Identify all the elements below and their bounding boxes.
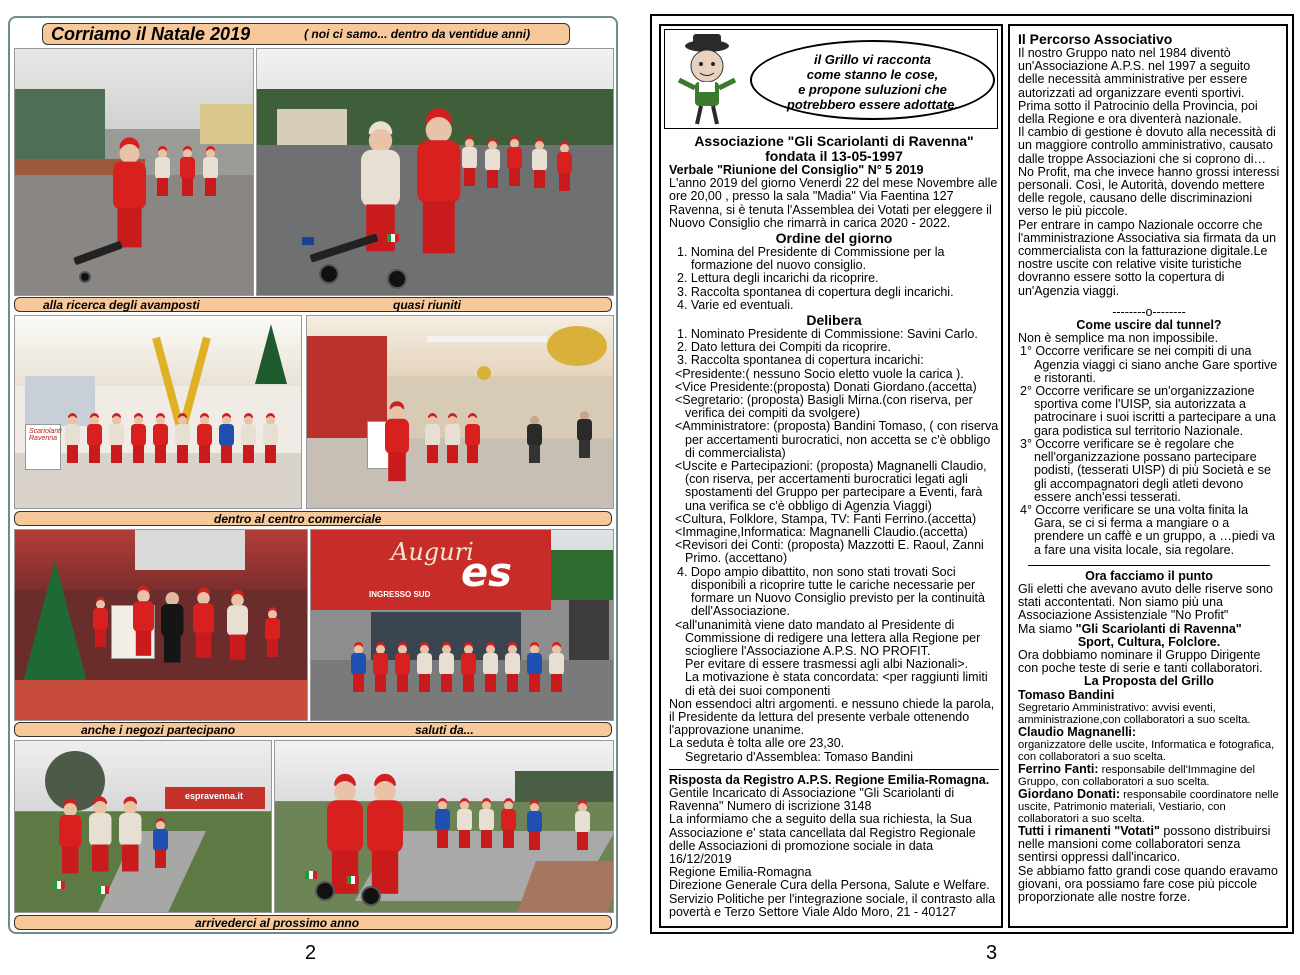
tunnel-title: Come uscire dal tunnel? <box>1076 318 1222 333</box>
proposta-name: Giordano Donati: <box>1018 786 1121 801</box>
delibera-item: 1. Nominato Presidente di Commissione: Savini Carlo. <box>677 327 978 342</box>
votati-desc: possono distribuirsi nelle mansioni come collaboratori senza sentirsi oppressi dall'incarico. <box>1018 823 1271 865</box>
verbale-intro: L'anno 2019 del giorno Venerdi 22 del mese Novembre alle ore 20,00 , presso la sala "Madia" Via Faentina 127 Ravenna, si è tenuta l'Assemblea dei Votati per eleggere il Nuovo Consiglio che rimarrà in carica 2020 - 2022. <box>669 176 998 230</box>
closing-text: Non essendoci altri argomenti. e nessuno chiede la parola, il Presidente da lettura del presente verbale ottenendo l'approvazione unanime. <box>669 696 995 738</box>
proposta-desc: responsabile dell'Immagine del Gruppo, con collaboratori a suo scelta. <box>1018 763 1255 788</box>
caption-bar-row2 <box>14 511 612 526</box>
speech-line-4: potrebbero essere adottate. <box>786 97 959 112</box>
caption-avamposti: alla ricerca degli avamposti <box>43 298 200 312</box>
divider <box>1028 565 1270 566</box>
registro-body-4: Direzione Generale Cura della Persona, Salute e Welfare. Servizio Politiche per l'integrazione sociale, il contrasto alla povertà e Terzo Settore Viale Aldo Moro, 21 - 40127 <box>669 878 996 919</box>
tunnel-item: 4° Occorre verificare se una volta finita la Gara, se ci si ferma a mangiare o a prendere un caffè e un gruppo, a …piedi va a fare una visita locale, sia regolare. <box>1020 502 1275 557</box>
proposta-name: Ferrino Fanti: <box>1018 761 1099 776</box>
caption-quasi-riuniti: quasi riuniti <box>393 298 462 312</box>
proposta-name: Claudio Magnanelli: <box>1018 724 1137 739</box>
tunnel-item: 2° Occorre verificare se un'organizzazione sportiva come l'UISP, sia autorizzata a patrocinare i suoi iscritti a partecipare a una gara podistica sul territorio Nazionale. <box>1020 384 1276 438</box>
verbale-section <box>669 134 999 919</box>
odg-title: Ordine del giorno <box>775 230 893 247</box>
photo-banner-auguri: Auguri <box>391 538 474 566</box>
delibera-item: 3. Raccolta spontanea di copertura incarichi: <box>677 353 924 368</box>
registro-body: Gentile Incaricato di Associazione "Gli Scariolanti di Ravenna" Numero di iscrizione 3148 <box>669 785 955 814</box>
collage-title-banner <box>42 23 570 45</box>
speech-line-3: e propone suluzioni che <box>798 82 947 97</box>
registro-body-2: La informiamo che a seguito della sua richiesta, la Sua Associazione e' stata cancellata dal Registro Regionale delle Associazioni di promozione sociale in data 16/12/2019 <box>669 812 976 866</box>
caption-bar-row3 <box>14 722 612 737</box>
collage-subtitle: ( noi ci samo... dentro da ventidue anni) <box>304 27 531 41</box>
delibera-motivation: La motivazione è stata concordata: <per raggiunti limiti di età dei suoi componenti <box>685 670 988 698</box>
delibera-mandate: <all'unanimità viene dato mandato al Presidente di Commissione di redigere una lettera alla Regione per sciogliere l'Associazione A.P.S. NO PROFIT. <box>675 617 981 658</box>
punto-motto: Sport, Cultura, Folclore. <box>1077 634 1221 649</box>
final-text: Se abbiamo fatto grandi cose quando eravamo giovani, ora possiamo fare cose più piccole proporzionate alle nostre forze. <box>1018 863 1278 904</box>
poster-scariolanti: Scariolanti Ravenna <box>25 424 61 470</box>
delibera-item-4: 4. Dopo ampio dibattito, non sono stati trovati Soci disponibili a ricoprire tutte le cariche necessarie per formare un Nuovo Consiglio previsto per la continuità dell'Associazione. <box>677 564 985 619</box>
punto-body: Gli eletti che avevano avuto delle riserve sono stati accontentati. Non siamo più una Associazione Assistenziale "No Profit" <box>1018 581 1274 623</box>
org-founded: fondata il 13-05-1997 <box>765 148 903 164</box>
photo-entrance-label: INGRESSO SUD <box>369 590 431 599</box>
proposta-title: La Proposta del Grillo <box>1084 674 1214 689</box>
page-number-right: 3 <box>986 942 998 964</box>
delibera-note: Per evitare di essere trasmessi agli albi Nazionali>. <box>685 657 969 672</box>
speech-line-1: il Grillo vi racconta <box>813 52 932 67</box>
photo-logo-es: es <box>461 550 512 596</box>
tunnel-item: 3° Occorre verificare se è regolare che nell'organizzazione possano partecipare podisti, (tesserati UISP) di più Società e se gli accompagnatori degli atleti devono essere anch'essi tesserati. <box>1020 436 1271 504</box>
speech-line-2: come stanno le cose, <box>806 67 939 82</box>
page-number-left: 2 <box>305 942 317 964</box>
punto-body-2: Ora dobbiamo nominare il Gruppo Dirigente con poche teste di serie e tanti collaboratori. <box>1018 647 1263 676</box>
photo-mall-interior-2 <box>306 315 614 509</box>
proposta-name: Tomaso Bandini <box>1018 687 1115 702</box>
caption-negozi: anche i negozi partecipano <box>81 723 236 737</box>
percorso-body: Il nostro Gruppo nato nel 1984 diventò un'Associazione A.P.S. nel 1997 a seguito delle necessità amministrative per essere autorizzati ad organizzare eventi sportivi. Prima sotto il Patrocinio della Provincia, poi della Regione e ora diventerà nazionale. <box>1018 46 1258 127</box>
delibera-role: <Presidente:( nessuno Socio eletto vuole la carica ). <box>675 366 964 381</box>
right-page-newsletter <box>650 14 1294 934</box>
photo-park-path <box>14 740 272 913</box>
photo-mall-interior-1 <box>14 315 302 509</box>
photo-city-path <box>274 740 614 913</box>
percorso-body-3: Per entrare in campo Nazionale occorre che l'amministrazione Associativa sia firmata da un commercialista con la fatturazione digitale.Le nostre uscite con relative visite turistiche dovranno essere sotto la copertura di un'Agenzia viaggi. <box>1018 217 1277 298</box>
delibera-title: Delibera <box>806 312 862 329</box>
registro-title: Risposta da Registro A.P.S. Regione Emilia-Romagna. <box>669 772 990 787</box>
photo-website: espravenna.it <box>185 791 244 801</box>
proposta-desc: responsabile coordinatore nelle uscite, Patrimonio materiali, Vestiario, con collaboratori a suo scelta. <box>1018 788 1279 825</box>
caption-bar-row1 <box>14 297 612 312</box>
cricket-header-box <box>664 29 998 129</box>
delibera-item: 2. Dato lettura dei Compiti da ricoprire. <box>677 340 891 355</box>
left-page-photo-collage <box>8 16 618 934</box>
percorso-body-2: Il cambio di gestione è dovuto alla necessità di un maggiore controllo amministrativo, causato dalle troppe Associazioni che si coprono di…No Profit, ma che invece hanno grossi interessi personali. Così, le Autorità, dovendo mettere delle regole, causano delle discriminazioni verso le più piccole. <box>1018 125 1280 219</box>
tunnel-item: 1° Occorre verificare se nei compiti di una Agenzia viaggi ci siano anche Gare sportive e ristoranti. <box>1020 344 1278 385</box>
delibera-role: <Uscite e Partecipazioni: (proposta) Magnanelli Claudio, (con riserva, per accertamenti burocratici legati agli spostamenti del Gruppo per partecipare a Eventi, farà una verifica se c'è obbligo di Agenzia Viaggi) <box>675 459 987 513</box>
closing-time: La seduta è tolta alle ore 23,30. <box>669 736 845 751</box>
verbale-title: Verbale "Riunione del Consiglio" N° 5 2019 <box>669 163 924 177</box>
punto-name: "Gli Scariolanti di Ravenna" <box>1075 621 1242 636</box>
delibera-role: <Vice Presidente:(proposta) Donati Giordano.(accetta) <box>675 379 977 394</box>
proposta-entry <box>1018 788 1280 825</box>
delibera-role: <Revisori dei Conti: (proposta) Mazzotti E. Raoul, Zanni Primo. (accettano) <box>675 538 984 566</box>
photo-walkers-road <box>256 48 614 296</box>
proposta-entry <box>1018 763 1280 788</box>
cricket-speech-bubble <box>750 40 995 120</box>
delibera-role: <Amministratore: (proposta) Bandini Tomaso, ( con riserva per accertamenti burocratici, non accetta se c'è obbligo di commercialista) <box>675 419 999 460</box>
odg-item: 1. Nomina del Presidente di Commissione per la formazione del nuovo consiglio. <box>677 245 945 273</box>
registro-body-3: Regione Emilia-Romagna <box>669 865 812 880</box>
caption-saluti: saluti da... <box>415 723 474 737</box>
odg-item: 3. Raccolta spontanea di copertura degli incarichi. <box>677 284 954 299</box>
odg-item: 2. Lettura degli incarichi da ricoprire. <box>677 271 879 286</box>
photo-esp-entrance <box>310 529 614 721</box>
org-title: Associazione "Gli Scariolanti di Ravenna" <box>694 133 974 149</box>
proposta-desc: Segretario Amministrativo: avvisi eventi, amministrazione,con collaboratori a suo scelta. <box>1018 701 1251 726</box>
left-column <box>659 24 1003 928</box>
caption-bar-row4 <box>14 915 612 930</box>
photo-walkers-sidewalk <box>14 48 254 296</box>
odg-item: 4. Varie ed eventuali. <box>677 297 794 312</box>
delibera-role: <Segretario: (proposta) Basigli Mirna.(con riserva, per verifica dei compiti da svolgere) <box>675 393 973 421</box>
punto-name-line <box>1018 623 1280 636</box>
right-column <box>1008 24 1288 928</box>
votati-name: Tutti i rimanenti "Votati" <box>1018 823 1160 838</box>
delibera-role: <Cultura, Folklore, Stampa, TV: Fanti Ferrino.(accetta) <box>675 511 977 526</box>
punto-ma: Ma siamo <box>1018 621 1076 636</box>
delibera-role: <Immagine,Informatica: Magnanelli Claudio.(accetta) <box>675 525 968 540</box>
divider <box>669 769 999 770</box>
separator: --------o-------- <box>1112 304 1186 319</box>
votati-entry <box>1018 825 1280 865</box>
proposta-desc: organizzatore delle uscite, Informatica e fotografica, con collaboratori a suo scelta. <box>1018 738 1275 763</box>
closing-secretary: Segretario d'Assemblea: Tomaso Bandini <box>685 749 913 764</box>
cricket-mascot-icon <box>669 32 745 128</box>
percorso-title: Il Percorso Associativo <box>1018 31 1173 47</box>
caption-arrivederci: arrivederci al prossimo anno <box>195 916 360 930</box>
punto-title: Ora facciamo il punto <box>1085 568 1213 583</box>
collage-title: Corriamo il Natale 2019 <box>51 23 251 44</box>
tunnel-intro: Non è semplice ma non impossibile. <box>1018 331 1219 346</box>
photo-shop-christmas-tree <box>14 529 308 721</box>
caption-centro-commerciale: dentro al centro commerciale <box>214 512 382 526</box>
